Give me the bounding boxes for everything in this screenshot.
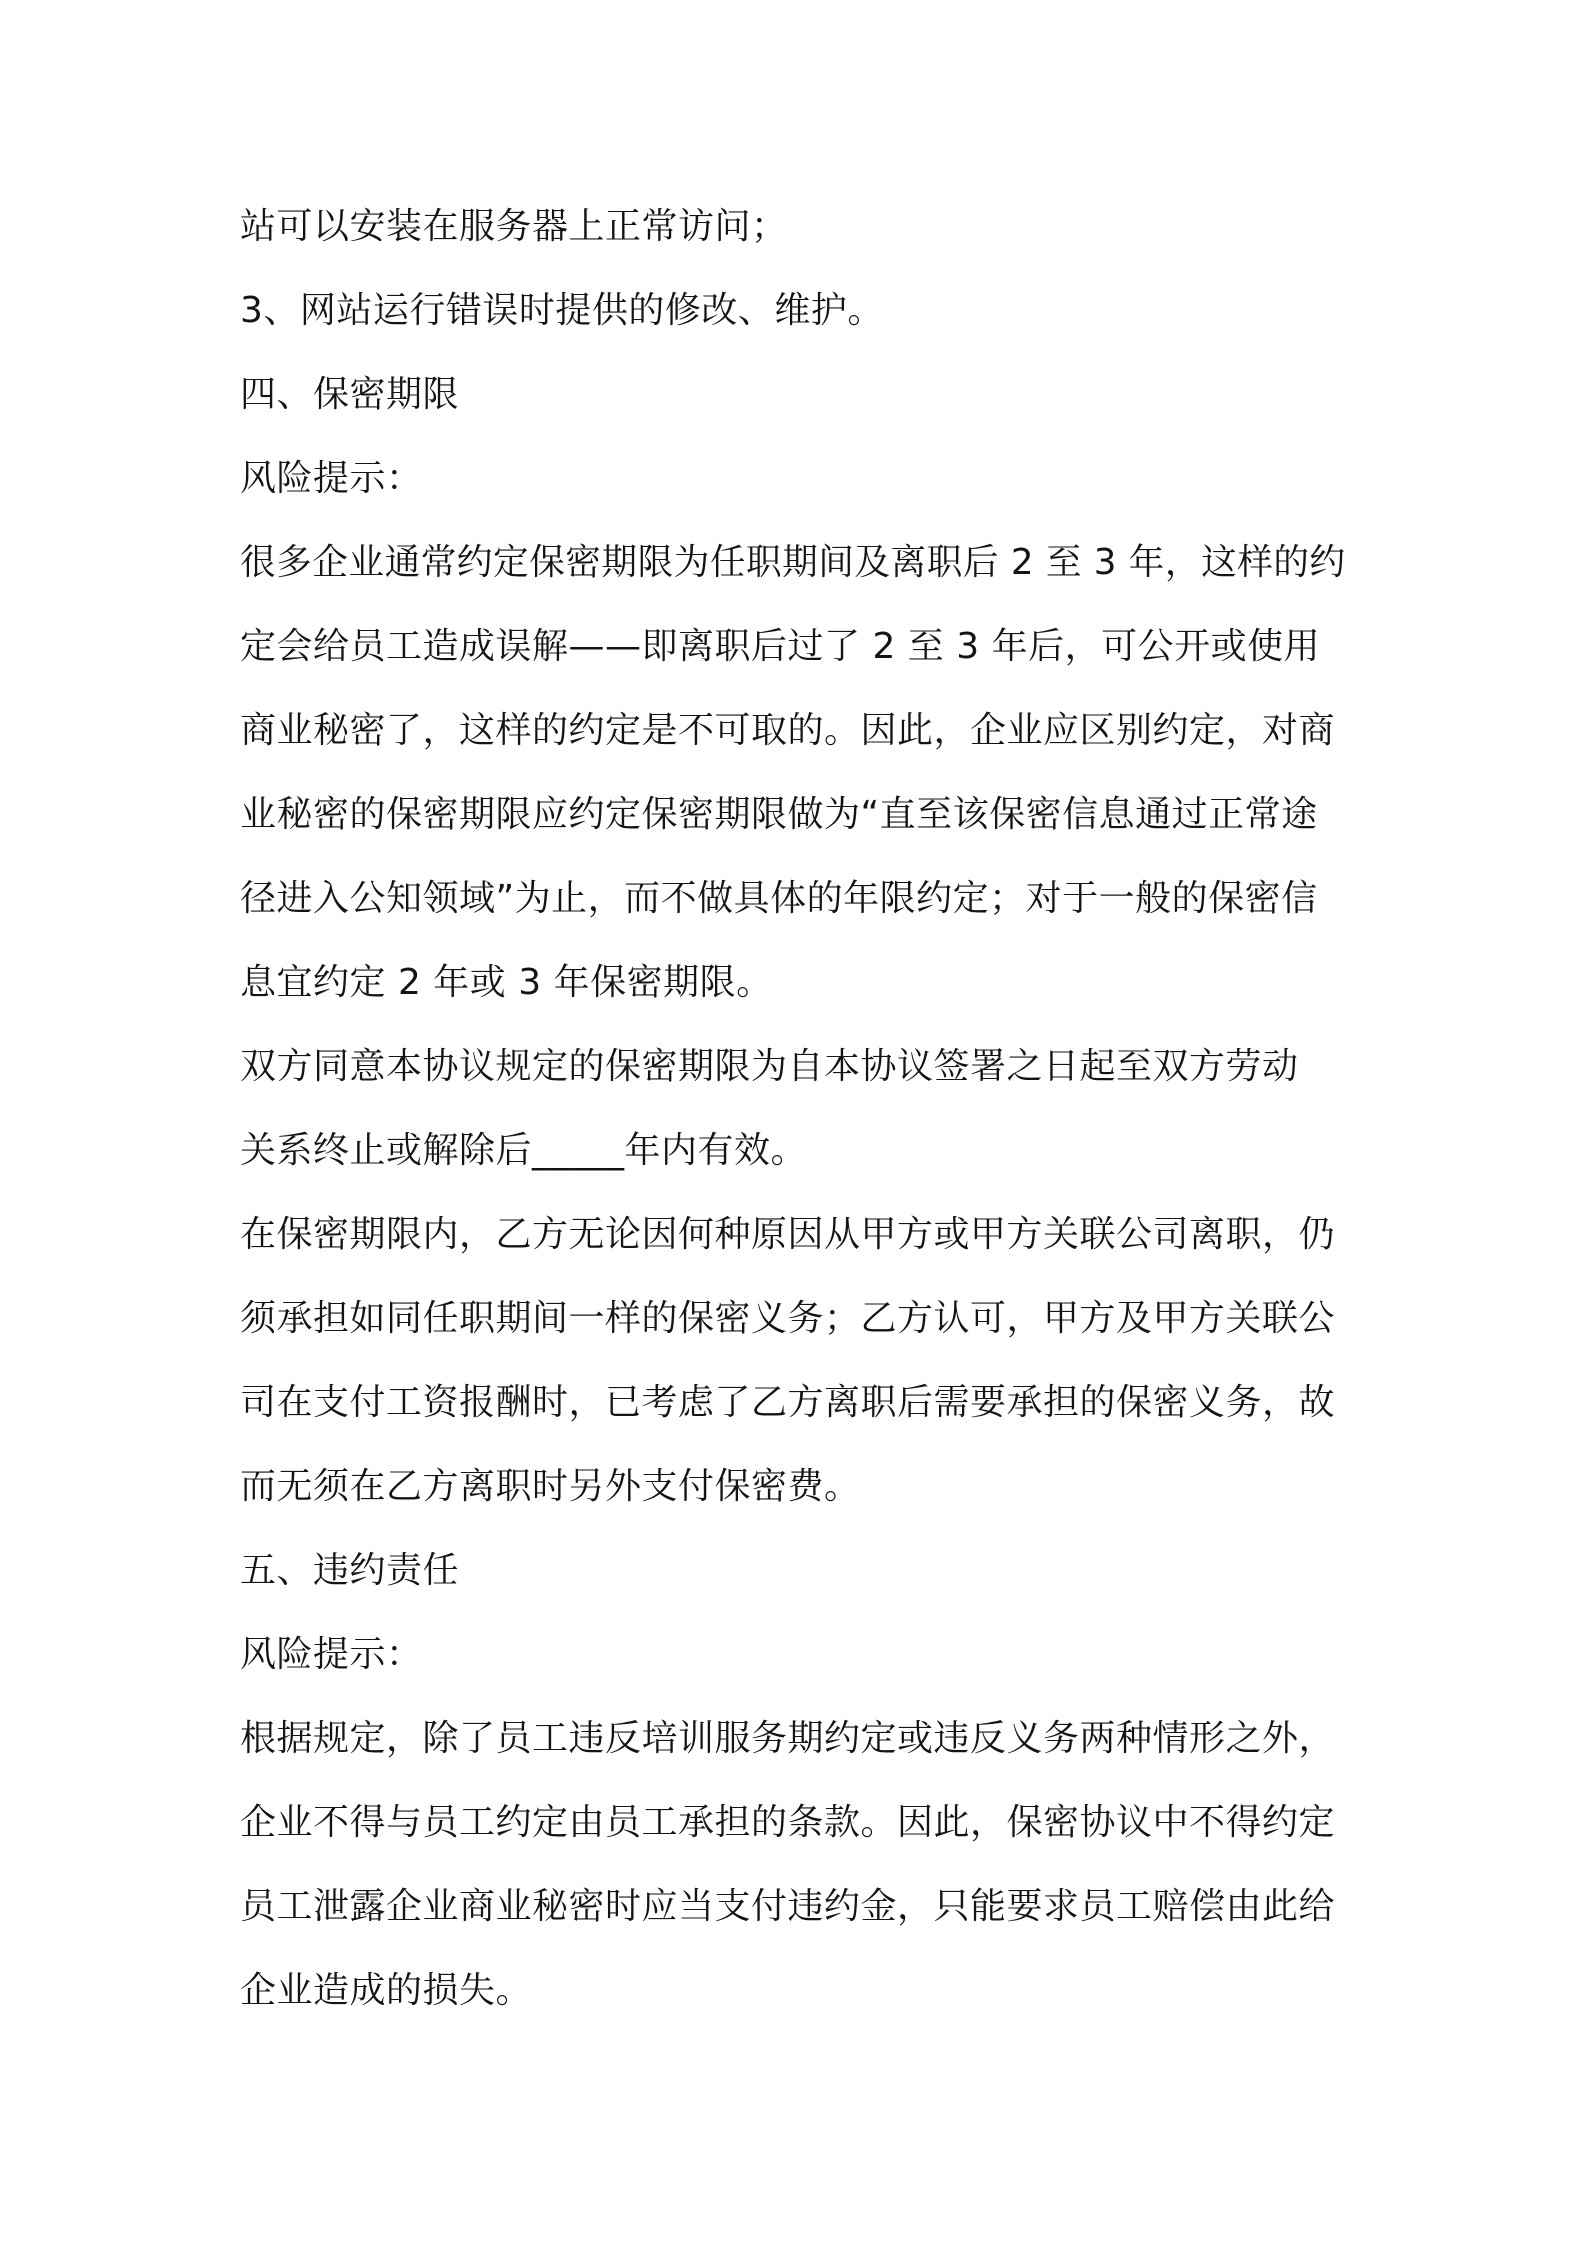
text-line: 站可以安装在服务器上正常访问； <box>240 206 788 247</box>
text-line: 员工泄露企业商业秘密时应当支付违约金，只能要求员工赔偿由此给 <box>240 1886 1336 1927</box>
risk-tip-label: 风险提示： <box>240 458 423 499</box>
text-line: 司在支付工资报酬时，已考虑了乙方离职后需要承担的保密义务，故 <box>240 1382 1336 1423</box>
text-line: 关系终止或解除后_____年内有效。 <box>240 1130 808 1171</box>
text-line: 在保密期限内，乙方无论因何种原因从甲方或甲方关联公司离职，仍 <box>240 1214 1336 1255</box>
text-line: 商业秘密了，这样的约定是不可取的。因此，企业应区别约定，对商 <box>240 710 1336 751</box>
text-line: 3、网站运行错误时提供的修改、维护。 <box>240 290 884 331</box>
risk-tip-label: 风险提示： <box>240 1634 423 1675</box>
text-line: 径进入公知领域”为止，而不做具体的年限约定；对于一般的保密信 <box>240 878 1318 919</box>
text-line: 双方同意本协议规定的保密期限为自本协议签署之日起至双方劳动 <box>240 1046 1299 1087</box>
text-line: 定会给员工造成误解——即离职后过了 2 至 3 年后，可公开或使用 <box>240 626 1321 667</box>
text-line: 很多企业通常约定保密期限为任职期间及离职后 2 至 3 年，这样的约 <box>240 542 1346 583</box>
text-line: 根据规定，除了员工违反培训服务期约定或违反义务两种情形之外， <box>240 1718 1336 1759</box>
text-line: 息宜约定 2 年或 3 年保密期限。 <box>240 962 773 1003</box>
text-line: 企业不得与员工约定由员工承担的条款。因此，保密协议中不得约定 <box>240 1802 1336 1843</box>
section-heading: 四、保密期限 <box>240 374 460 415</box>
text-line: 须承担如同任职期间一样的保密义务；乙方认可，甲方及甲方关联公 <box>240 1298 1336 1339</box>
text-line: 而无须在乙方离职时另外支付保密费。 <box>240 1466 861 1507</box>
section-heading: 五、违约责任 <box>240 1550 460 1591</box>
text-line: 业秘密的保密期限应约定保密期限做为“直至该保密信息通过正常途 <box>240 794 1318 835</box>
text-line: 企业造成的损失。 <box>240 1970 533 2011</box>
